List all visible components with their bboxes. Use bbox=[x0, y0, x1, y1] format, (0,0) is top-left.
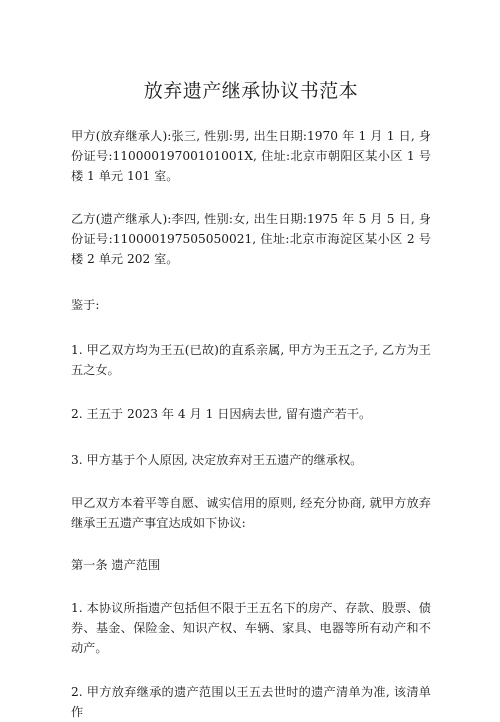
whereas-item-3: 3. 甲方基于个人原因, 决定放弃对王五遗产的继承权。 bbox=[71, 453, 363, 467]
article-1-heading: 第一条 遗产范围 bbox=[71, 558, 161, 572]
document-title: 放弃遗产继承协议书范本 bbox=[143, 80, 359, 102]
whereas-item-1: 1. 甲乙双方均为王五(已故)的直系亲属, 甲方为王五之子, 乙方为王五之女。 bbox=[71, 343, 431, 377]
whereas-heading: 鉴于: bbox=[71, 298, 100, 312]
article-1-clause-1: 1. 本协议所指遗产包括但不限于王五名下的房产、存款、股票、债券、基金、保险金、知识产权、车辆、家具、电器等所有动产和不动产。 bbox=[71, 601, 431, 655]
article-1-clause-2: 2. 甲方放弃继承的遗产范围以王五去世时的遗产清单为准, 该清单作 bbox=[71, 685, 431, 719]
agreement-paragraph: 甲乙双方本着平等自愿、诚实信用的原则, 经充分协商, 就甲方放弃继承王五遗产事宜达成如下协议: bbox=[71, 496, 431, 530]
party-a-paragraph: 甲方(放弃继承人):张三, 性别:男, 出生日期:1970 年 1 月 1 日, 身份证号:11000019700101001X, 住址:北京市朝阳区某小区 1 号楼 1 单元 101 室。 bbox=[71, 129, 431, 183]
party-b-paragraph: 乙方(遗产继承人):李四, 性别:女, 出生日期:1975 年 5 月 5 日, 身份证号:110000197505050021, 住址:北京市海淀区某小区 2 号楼 2 单元 202 室。 bbox=[71, 212, 431, 266]
whereas-item-2: 2. 王五于 2023 年 4 月 1 日因病去世, 留有遗产若干。 bbox=[71, 407, 372, 421]
